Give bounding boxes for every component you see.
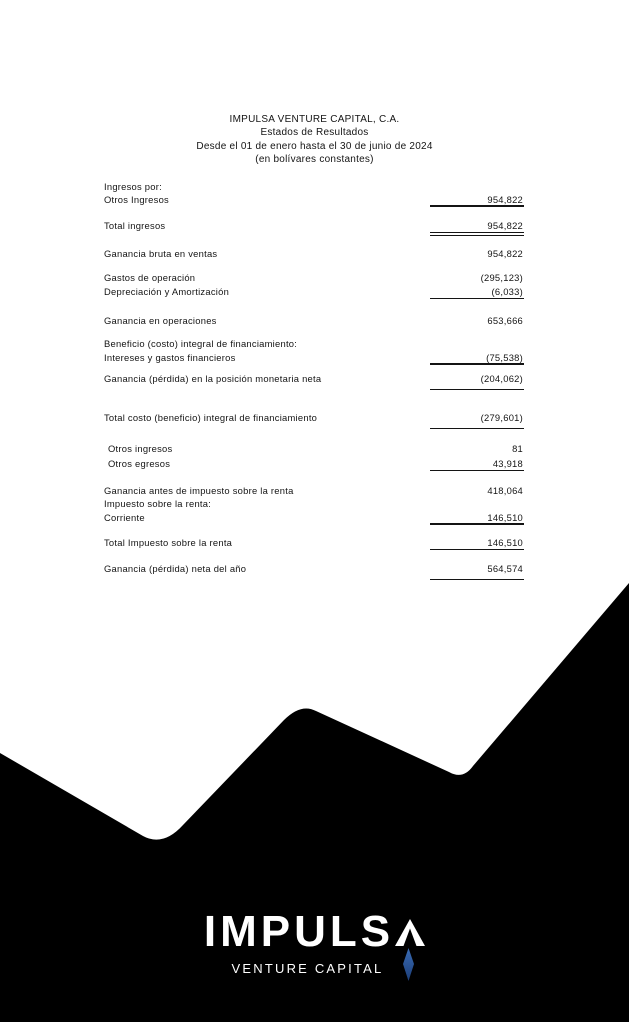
row-label: Otros ingresos <box>108 443 173 454</box>
row-label: Total Impuesto sobre la renta <box>104 537 233 548</box>
row-label: Total costo (beneficio) integral de financiamiento <box>104 412 318 423</box>
statement-row <box>0 412 629 424</box>
row-label: Otros egresos <box>108 458 171 469</box>
row-label: Impuesto sobre la renta: <box>104 498 212 509</box>
row-label: Ganancia bruta en ventas <box>104 248 218 259</box>
row-value: (204,062) <box>430 373 524 390</box>
row-label: Total ingresos <box>104 220 166 231</box>
statement-row <box>0 194 629 206</box>
currency-note: (en bolívares constantes) <box>255 154 374 166</box>
statement-row <box>0 220 629 232</box>
statement-row <box>0 563 629 575</box>
statement-row <box>0 286 629 298</box>
statement-row <box>0 315 629 327</box>
statement-row <box>0 498 629 510</box>
row-label: Beneficio (costo) integral de financiamiento: <box>104 338 298 349</box>
statement-row <box>0 443 629 455</box>
statement-row <box>0 512 629 524</box>
statement-row <box>0 248 629 260</box>
row-label: Ganancia (pérdida) en la posición monetaria neta <box>104 373 322 384</box>
statement-row <box>0 338 629 350</box>
row-label: Gastos de operación <box>104 272 196 283</box>
row-value: 146,510 <box>430 512 524 525</box>
statement-row <box>0 458 629 470</box>
row-label: Ganancia (pérdida) neta del año <box>104 563 247 574</box>
footer-artwork <box>0 580 629 1022</box>
logo-wordmark-text: IMPULS <box>203 907 395 956</box>
row-label: Otros Ingresos <box>104 194 169 205</box>
row-label: Depreciación y Amortización <box>104 286 230 297</box>
row-value: (279,601) <box>430 412 524 429</box>
row-value: 43,918 <box>430 458 524 471</box>
company-name: IMPULSA VENTURE CAPITAL, C.A. <box>229 114 400 125</box>
row-value: 146,510 <box>430 537 524 550</box>
row-value: 564,574 <box>430 563 524 580</box>
statement-row <box>0 485 629 497</box>
row-label: Intereses y gastos financieros <box>104 352 236 363</box>
row-label: Ganancia en operaciones <box>104 315 217 326</box>
row-value: (75,538) <box>430 352 524 365</box>
logo-tagline: VENTURE CAPITAL <box>231 961 384 976</box>
row-value: 418,064 <box>487 485 523 496</box>
row-label: Ganancia antes de impuesto sobre la renta <box>104 485 294 496</box>
logo-letter-a-icon <box>395 919 425 946</box>
logo-wordmark <box>203 907 425 956</box>
row-value: 653,666 <box>487 315 523 326</box>
row-value: 954,822 <box>430 194 524 207</box>
row-label: Corriente <box>104 512 145 523</box>
statement-row <box>0 373 629 385</box>
statement-period: Desde el 01 de enero hasta el 30 de junio de 2024 <box>196 140 433 152</box>
row-value: (6,033) <box>430 286 524 299</box>
statement-row <box>0 272 629 284</box>
statement-row <box>0 537 629 549</box>
row-value: 954,822 <box>430 220 524 236</box>
impulsa-logo <box>0 907 629 976</box>
statement-title: Estados de Resultados <box>260 127 369 139</box>
statement-row <box>0 352 629 364</box>
row-value: 81 <box>512 443 523 454</box>
statement-row <box>0 181 629 193</box>
row-label: Ingresos por: <box>104 181 162 192</box>
row-value: (295,123) <box>480 272 523 283</box>
row-value: 954,822 <box>487 248 523 259</box>
